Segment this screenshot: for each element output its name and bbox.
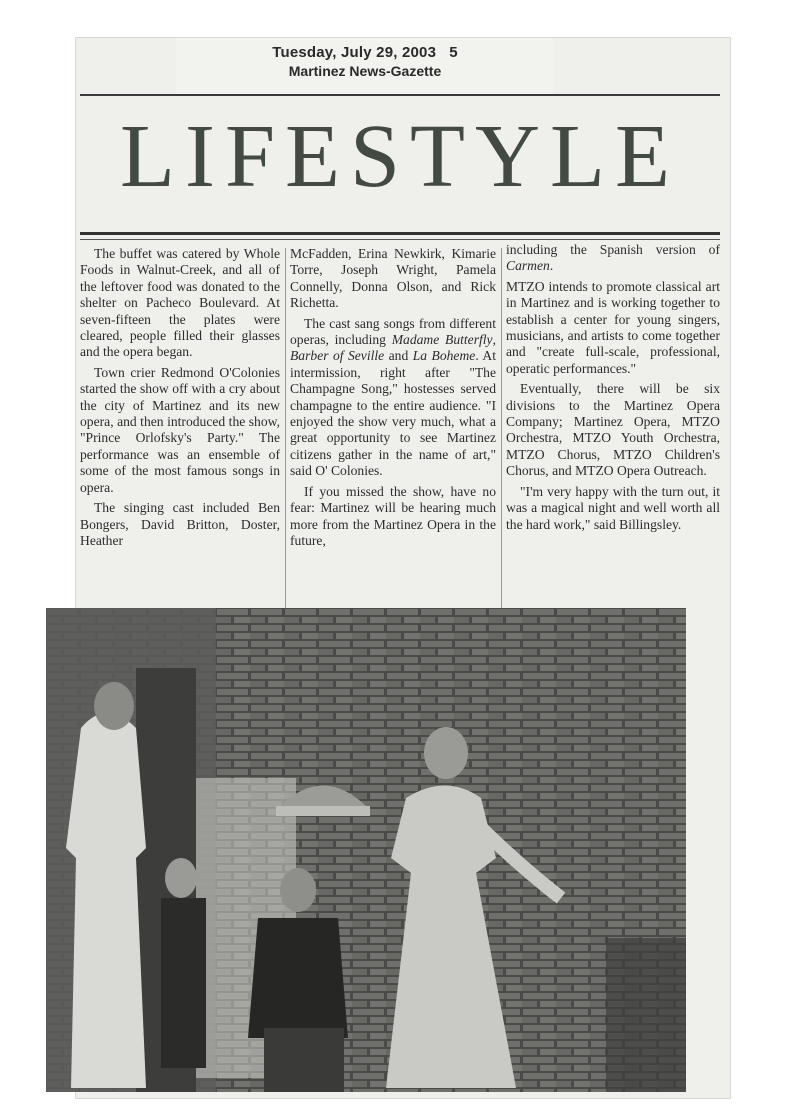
- paragraph: [506, 242, 720, 275]
- paragraph: McFadden, Erina Newkirk, Kimarie Torre, Joseph Wright, Pamela Connelly, Donna Olson, and Rick Richetta.: [290, 246, 496, 311]
- text: and: [384, 348, 413, 364]
- date-line: Tuesday, July 29, 2003 5: [272, 44, 458, 61]
- section-title: LIFESTYLE: [120, 107, 680, 206]
- text: The cast sang songs from different operas, including: [290, 315, 496, 348]
- text: including the Spanish version of: [506, 242, 720, 257]
- text: . At intermission, right after "The Champagne Song," hostesses served champagne to the entire audience. "I enjoyed the show very much, what a great opportunity to see Martinez citizens gather in the name of art," said O' Colonies.: [290, 348, 496, 479]
- masthead: [176, 44, 554, 79]
- text: .: [549, 258, 554, 274]
- opera-performance-photo: [46, 608, 686, 1092]
- paragraph: The singing cast included Ben Bongers, David Britton, Doster, Heather: [80, 500, 280, 548]
- paragraph: [290, 316, 496, 480]
- opera-title: Barber of Seville: [290, 348, 385, 364]
- article-column-2: [290, 246, 496, 624]
- paragraph: MTZO intends to promote classical art in Martinez and is working together to establish a center for young singers, musicians, and artists to come together and "create full-scale, professional, operatic performances.": [506, 278, 720, 376]
- article-column-1: [80, 246, 280, 606]
- column-divider: [285, 248, 286, 608]
- section-rule: [80, 232, 720, 235]
- paper-name: Martinez News-Gazette: [288, 63, 442, 79]
- paragraph: If you missed the show, have no fear: Martinez will be hearing much more from the Martinez Opera in the future,: [290, 483, 496, 548]
- photo-illustration: [46, 608, 686, 1092]
- paragraph: "I'm very happy with the turn out, it was a magical night and well worth all the hard work," said Billingsley.: [506, 483, 720, 532]
- text: ,: [492, 332, 496, 348]
- column-divider: [501, 248, 502, 608]
- paragraph: Eventually, there will be six divisions to the Martinez Opera Company; Martinez Opera, MTZO Orchestra, MTZO Youth Orchestra, MTZO Chorus, MTZO Children's Chorus, and MTZO Opera Outreach.: [506, 381, 720, 479]
- section-rule-thin: [80, 239, 720, 240]
- top-rule: [80, 94, 720, 96]
- opera-title: La Boheme: [412, 348, 476, 364]
- paragraph: The buffet was catered by Whole Foods in Walnut-Creek, and all of the leftover food was donated to the shelter on Pacheco Boulevard. At seven-fifteen the plates were cleared, people filled their glasses and the opera began.: [80, 246, 280, 360]
- paragraph: Town crier Redmond O'Colonies started the show off with a cry about the city of Martinez and its new opera, and then introduced the show, "Prince Orlofsky's Party." The performance was an ensemble of some of the most famous songs in opera.: [80, 364, 280, 495]
- opera-title: Madame Butterfly: [391, 332, 493, 348]
- article-column-3: [506, 242, 720, 614]
- opera-title: Carmen: [506, 258, 550, 274]
